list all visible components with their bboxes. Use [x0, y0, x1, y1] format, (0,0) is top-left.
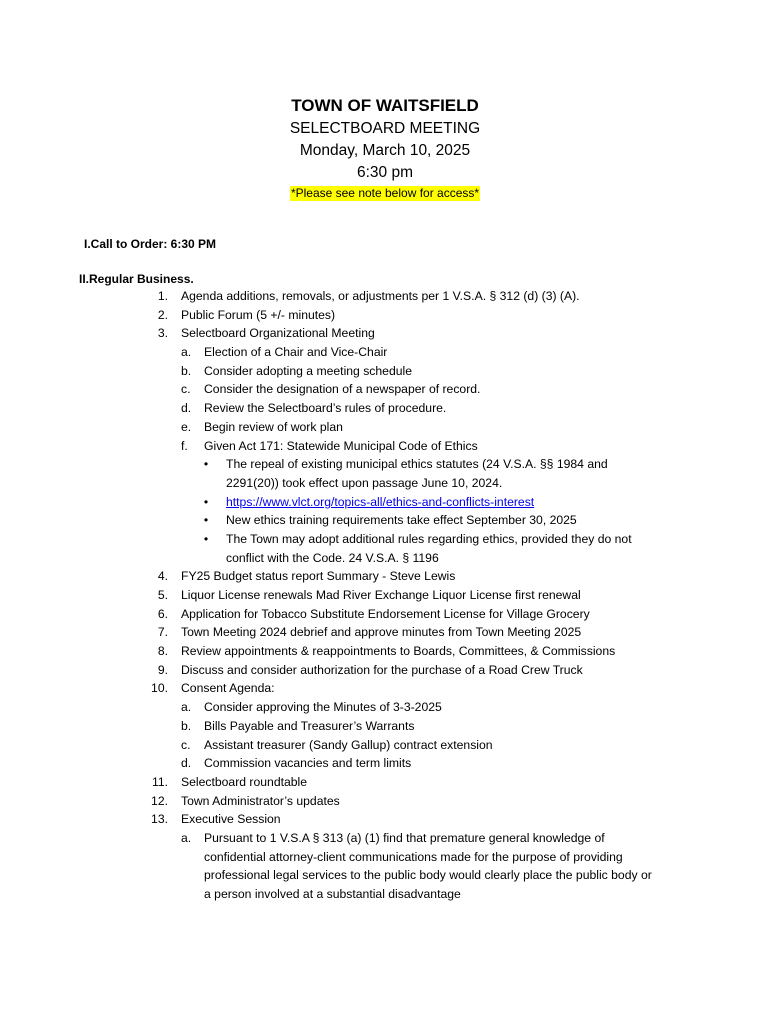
section-call-to-order: I.Call to Order: 6:30 PM — [84, 237, 217, 251]
agenda-item-text: Begin review of work plan — [204, 419, 343, 434]
agenda-item-text: Given Act 171: Statewide Municipal Code of Ethics — [204, 438, 478, 453]
agenda-item-text: Consider the designation of a newspaper of record. — [204, 382, 481, 397]
agenda-row — [0, 698, 770, 717]
agenda-item-text: Public Forum (5 +/- minutes) — [181, 307, 336, 322]
agenda-row — [0, 736, 770, 755]
item-marker: 1. — [157, 289, 168, 303]
agenda-row — [0, 829, 770, 848]
agenda-row — [0, 754, 770, 773]
agenda-item-text: Application for Tobacco Substitute Endorsement License for Village Grocery — [181, 606, 590, 621]
agenda-row — [0, 792, 770, 811]
agenda-row — [0, 324, 770, 343]
agenda-item-text: Bills Payable and Treasurer’s Warrants — [204, 718, 415, 733]
agenda-row — [0, 418, 770, 437]
agenda-row — [0, 549, 770, 568]
agenda-item-text: Selectboard roundtable — [181, 774, 308, 789]
agenda-item-text: Consent Agenda: — [181, 681, 275, 696]
agenda-row — [0, 362, 770, 381]
bullet-marker: • — [203, 494, 209, 509]
item-marker: 9. — [157, 662, 168, 677]
agenda-item-text: Consider approving the Minutes of 3-3-2025 — [204, 700, 442, 715]
agenda-row — [0, 474, 770, 493]
item-marker: d. — [181, 756, 192, 771]
item-marker: d. — [181, 401, 192, 416]
agenda-row — [0, 605, 770, 624]
meeting-date: Monday, March 10, 2025 — [299, 142, 471, 159]
item-marker: a. — [181, 345, 192, 360]
agenda-item-text: FY25 Budget status report Summary - Steve Lewis — [181, 569, 456, 584]
agenda-item-text: 2291(20)) took effect upon passage June 10, 2024. — [226, 475, 503, 490]
agenda-row — [0, 287, 770, 306]
item-marker: 12. — [151, 793, 168, 808]
agenda-row — [0, 848, 770, 867]
meeting-name: SELECTBOARD MEETING — [289, 120, 481, 137]
agenda-item-text: New ethics training requirements take effect September 30, 2025 — [226, 513, 577, 528]
agenda-header — [0, 94, 770, 202]
item-marker: c. — [181, 382, 191, 397]
item-marker: b. — [181, 363, 192, 378]
agenda-item-text: Town Meeting 2024 debrief and approve minutes from Town Meeting 2025 — [181, 625, 582, 640]
agenda-item-text: Executive Session — [181, 812, 281, 827]
agenda-row — [0, 866, 770, 885]
item-marker: 6. — [157, 606, 168, 621]
agenda-list — [0, 287, 770, 904]
agenda-item-text: Selectboard Organizational Meeting — [181, 326, 375, 341]
agenda-row — [0, 530, 770, 549]
item-marker: 3. — [157, 326, 168, 341]
agenda-row — [0, 885, 770, 904]
agenda-row — [0, 511, 770, 530]
item-marker: 5. — [157, 588, 168, 602]
agenda-row — [0, 455, 770, 474]
agenda-row — [0, 717, 770, 736]
item-marker: 8. — [157, 644, 168, 659]
agenda-item-text: conflict with the Code. 24 V.S.A. § 1196 — [226, 550, 439, 565]
bullet-marker: • — [203, 513, 209, 528]
agenda-row — [0, 679, 770, 698]
agenda-item-text: professional legal services to the public body would clearly place the public body or — [204, 868, 652, 883]
agenda-row — [0, 586, 770, 605]
agenda-item-text: Town Administrator’s updates — [181, 793, 340, 808]
agenda-row — [0, 493, 770, 512]
item-marker: 13. — [151, 812, 168, 827]
section-regular-business: II.Regular Business. — [79, 272, 194, 286]
agenda-item-text: Discuss and consider authorization for the purchase of a Road Crew Truck — [181, 662, 583, 677]
item-marker: e. — [181, 419, 192, 434]
agenda-item-text: Commission vacancies and term limits — [204, 756, 412, 771]
item-marker: 7. — [157, 625, 168, 640]
meeting-time: 6:30 pm — [356, 164, 413, 181]
agenda-item-text: Assistant treasurer (Sandy Gallup) contract extension — [204, 737, 493, 752]
item-marker: f. — [181, 438, 188, 453]
agenda-row — [0, 623, 770, 642]
agenda-row — [0, 306, 770, 325]
item-marker: 10. — [151, 681, 168, 696]
agenda-item-text: Election of a Chair and Vice-Chair — [204, 345, 388, 360]
agenda-item-text: Consider adopting a meeting schedule — [204, 363, 413, 378]
agenda-row — [0, 399, 770, 418]
bullet-marker: • — [203, 457, 209, 472]
agenda-item-text: Liquor License renewals Mad River Exchange Liquor License first renewal — [181, 588, 581, 602]
agenda-item-text: confidential attorney-client communications made for the purpose of providing — [204, 849, 623, 864]
agenda-item-text: a person involved at a substantial disadvantage — [204, 887, 461, 901]
item-marker: a. — [181, 830, 192, 845]
agenda-row — [0, 567, 770, 586]
ethics-link[interactable]: https://www.vlct.org/topics-all/ethics-and-conflicts-interest — [226, 494, 535, 509]
agenda-item-text: Review the Selectboard’s rules of procedure. — [204, 401, 447, 416]
item-marker: 11. — [151, 774, 168, 789]
agenda-item-text: The repeal of existing municipal ethics statutes (24 V.S.A. §§ 1984 and — [226, 457, 608, 472]
item-marker: a. — [181, 700, 192, 715]
agenda-item-text: Pursuant to 1 V.S.A § 313 (a) (1) find that premature general knowledge of — [204, 830, 605, 845]
agenda-row — [0, 642, 770, 661]
item-marker: b. — [181, 718, 192, 733]
item-marker: 4. — [157, 569, 168, 584]
agenda-row — [0, 661, 770, 680]
bullet-marker: • — [203, 531, 209, 546]
item-marker: 2. — [157, 307, 168, 322]
agenda-item-text: Review appointments & reappointments to Boards, Committees, & Commissions — [181, 644, 616, 659]
agenda-row — [0, 773, 770, 792]
agenda-row — [0, 380, 770, 399]
access-note: *Please see note below for access* — [290, 186, 480, 200]
town-title: TOWN OF WAITSFIELD — [291, 96, 479, 115]
agenda-row — [0, 437, 770, 456]
agenda-row — [0, 343, 770, 362]
agenda-item-text: Agenda additions, removals, or adjustments per 1 V.S.A. § 312 (d) (3) (A). — [181, 289, 580, 303]
agenda-row — [0, 810, 770, 829]
item-marker: c. — [181, 737, 191, 752]
agenda-item-text: The Town may adopt additional rules regarding ethics, provided they do not — [226, 531, 632, 546]
